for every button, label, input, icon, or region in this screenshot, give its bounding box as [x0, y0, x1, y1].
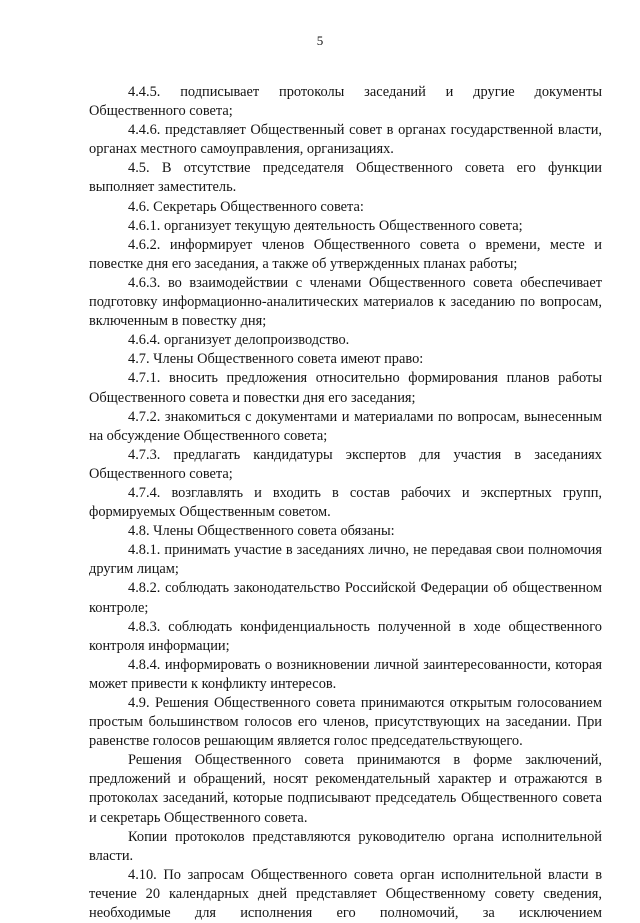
paragraph-4-8-2: 4.8.2. соблюдать законодательство Российской Федерации об общественном контроле;	[89, 580, 602, 616]
paragraph-4-7: 4.7. Члены Общественного совета имеют право:	[128, 351, 424, 368]
paragraph-4-6-4: 4.6.4. организует делопроизводство.	[128, 332, 350, 349]
paragraph-4-4-5: 4.4.5. подписывает протоколы заседаний и другие документы Общественного совета;	[89, 84, 602, 120]
paragraph-4-10: 4.10. По запросам Общественного совета орган исполнительной власти в течение 20 календарных дней представляет Общественному совету сведения, необходимые для исполнения его полномочий, за исключением	[89, 866, 602, 922]
paragraph-4-8-3: 4.8.3. соблюдать конфиденциальность полученной в ходе общественного контроля информации;	[89, 618, 602, 654]
paragraph-4-8: 4.8. Члены Общественного совета обязаны:	[128, 523, 395, 540]
paragraph-4-9: 4.9. Решения Общественного совета принимаются открытым голосованием простым большинством голосов его членов, присутствующих на заседании. При равенстве голосов решающим является голос председательствующего.	[89, 695, 602, 750]
paragraph-4-7-1: 4.7.1. вносить предложения относительно формирования планов работы Общественного совета и повестки дня его заседания;	[89, 370, 602, 406]
paragraph-4-4-6: 4.4.6. представляет Общественный совет в органах государственной власти, органах местного самоуправления, организациях.	[89, 122, 602, 158]
paragraph-4-7-4: 4.7.4. возглавлять и входить в состав рабочих и экспертных групп, формируемых Общественным советом.	[89, 484, 602, 521]
document-body	[89, 83, 602, 923]
page-number: 5	[316, 33, 324, 48]
paragraph-4-8-4: 4.8.4. информировать о возникновении личной заинтересованности, которая может привести к конфликту интересов.	[89, 656, 602, 692]
paragraph-4-6-3: 4.6.3. во взаимодействии с членами Общественного совета обеспечивает подготовку информационно-аналитических материалов к заседанию по вопросам, включенным в повестку дня;	[89, 274, 602, 330]
paragraph-4-7-2: 4.7.2. знакомиться с документами и материалами по вопросам, вынесенным на обсуждение Общественного совета;	[89, 408, 602, 444]
paragraph-protocol-copies: Копии протоколов представляются руководителю органа исполнительной власти.	[89, 828, 602, 864]
paragraph-4-7-3: 4.7.3. предлагать кандидатуры экспертов для участия в заседаниях Общественного совета;	[89, 446, 602, 482]
paragraph-4-6: 4.6. Секретарь Общественного совета:	[128, 198, 364, 215]
paragraph-4-6-1: 4.6.1. организует текущую деятельность Общественного совета;	[128, 217, 523, 234]
paragraph-4-8-1: 4.8.1. принимать участие в заседаниях лично, не передавая свои полномочия другим лицам;	[89, 542, 602, 578]
paragraph-decisions-form: Решения Общественного совета принимаются в форме заключений, предложений и обращений, носят рекомендательный характер и отражаются в протоколах заседаний, которые подписывают председатель Общественного совета и секретарь Общественного совета.	[89, 752, 602, 826]
paragraph-4-6-2: 4.6.2. информирует членов Общественного совета о времени, месте и повестке дня его заседания, а также об утвержденных планах работы;	[89, 236, 602, 272]
paragraph-4-5: 4.5. В отсутствие председателя Общественного совета его функции выполняет заместитель.	[89, 160, 602, 196]
